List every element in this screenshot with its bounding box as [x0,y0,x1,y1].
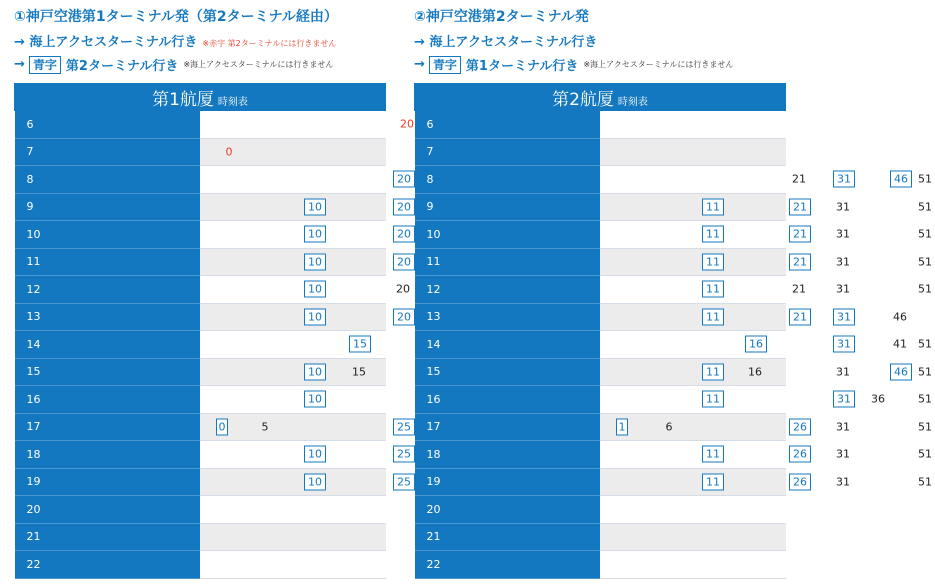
hour-label: 12 [415,276,601,304]
departure-minute: 10 [304,391,326,408]
hour-label: 7 [15,138,201,166]
departure-minutes [200,221,411,249]
timetable-row [15,248,386,276]
departure-minute: 46 [890,363,912,380]
timetable [414,83,932,579]
timetable-row [15,193,386,221]
departure-minutes [600,413,932,441]
departure-minutes [200,551,386,579]
departure-minute: 31 [836,200,850,214]
departure-minute: 10 [304,281,326,298]
hour-label: 17 [415,413,601,441]
timetable-subtitle: 時刻表 [217,96,248,108]
departure-minutes [200,248,411,276]
departure-minutes [600,358,932,386]
hour-label: 9 [15,193,201,221]
departure-minute: 51 [918,447,932,461]
departure-minute: 31 [836,475,850,489]
departure-minute: 10 [304,363,326,380]
departure-minute: 51 [918,365,932,379]
departure-minute: 51 [918,172,932,186]
departure-minutes [200,166,411,194]
departure-minutes [600,303,907,331]
departure-minutes [200,496,386,524]
departure-minute: 31 [836,282,850,296]
hour-label: 6 [415,111,601,139]
timetable-header [15,84,386,111]
departure-minute: 51 [918,255,932,269]
blue-text-tag: 青字 [429,56,461,74]
departure-minute: 10 [304,473,326,490]
timetable-row [15,496,386,524]
timetable-row [415,276,786,304]
departure-minute: 10 [304,198,326,215]
panel-title: ①神戸空港第1ターミナル発（第2ターミナル経由） [14,9,338,25]
departure-minute: 20 [393,171,415,188]
timetable-row [15,331,386,359]
hour-label: 22 [415,551,601,579]
departure-minute: 21 [789,253,811,270]
blue-text-tag: 青字 [29,56,61,74]
departure-minute: 31 [836,365,850,379]
departure-minute: 11 [702,391,724,408]
departure-minute: 51 [918,282,932,296]
hour-label: 12 [15,276,201,304]
departure-minutes [600,468,932,496]
route-sea-access [14,31,336,50]
departure-minute: 51 [918,392,932,406]
departure-minutes [600,221,932,249]
timetable-row [415,468,786,496]
hour-label: 19 [415,468,601,496]
departure-minute: 11 [702,281,724,298]
departure-minute: 31 [833,336,855,353]
departure-minute: 11 [702,308,724,325]
route-terminal2 [14,55,333,74]
hour-label: 14 [415,331,601,359]
hour-label: 13 [415,303,601,331]
departure-minute: 11 [702,473,724,490]
departure-minutes [200,358,386,386]
departure-minutes [600,276,932,304]
timetable-row [15,386,386,414]
hour-label: 16 [415,386,601,414]
timetable-title: 第1航厦 [152,89,214,110]
departure-minute: 25 [393,418,415,435]
departure-minute: 36 [871,392,885,406]
departure-minute: 26 [789,473,811,490]
hour-label: 13 [15,303,201,331]
departure-minute: 41 [893,337,907,351]
departure-minutes [600,523,786,551]
hour-label: 19 [15,468,201,496]
hour-label: 10 [15,221,201,249]
departure-minutes [600,193,932,221]
departure-minutes [600,386,932,414]
arrow-icon: → [14,57,25,72]
departure-minute: 20 [393,308,415,325]
departure-minute: 21 [789,308,811,325]
departure-minute: 25 [393,473,415,490]
departure-minute: 5 [261,420,269,434]
timetable-title: 第2航厦 [552,89,614,110]
departure-minute: 16 [748,365,762,379]
timetable-row [15,221,386,249]
hour-label: 11 [415,248,601,276]
timetable-header [415,84,786,111]
departure-minute: 21 [792,282,806,296]
departure-minutes [200,276,410,304]
route-note: ※海上アクセスターミナルには行きません [183,60,334,69]
departure-minutes [600,166,932,194]
departure-minute: 46 [890,171,912,188]
departure-minute: 21 [789,226,811,243]
departure-minute: 31 [836,420,850,434]
departure-minute: 20 [393,198,415,215]
departure-minutes [200,111,414,139]
timetable-row [15,303,386,331]
hour-label: 22 [15,551,201,579]
hour-label: 14 [15,331,201,359]
hour-label: 15 [15,358,201,386]
timetable-row [415,441,786,469]
departure-minute: 10 [304,253,326,270]
departure-minute: 15 [352,365,366,379]
departure-minutes [200,441,411,469]
timetable-row [415,166,786,194]
route-label: 第1ターミナル行き [465,59,579,74]
timetable-row [15,358,386,386]
timetable-row [15,413,386,441]
departure-minute: 31 [836,255,850,269]
departure-minute: 11 [702,198,724,215]
timetable-row [415,111,786,139]
departure-minute: 15 [349,336,371,353]
departure-minute: 31 [836,227,850,241]
departure-minutes [200,138,386,166]
hour-label: 18 [415,441,601,469]
departure-minute: 25 [393,446,415,463]
departure-minute: 21 [792,172,806,186]
hour-label: 11 [15,248,201,276]
departure-minute: 10 [304,308,326,325]
departure-minutes [200,193,411,221]
departure-minute: 20 [393,226,415,243]
route-label: → 海上アクセスターミナル行き [14,35,198,50]
hour-label: 7 [415,138,601,166]
hour-label: 16 [15,386,201,414]
timetable-row [415,331,786,359]
departure-minute: 11 [702,226,724,243]
timetable-row [15,166,386,194]
hour-label: 8 [15,166,201,194]
departure-minutes [600,496,786,524]
timetable-row [15,551,386,579]
hour-label: 9 [415,193,601,221]
departure-minutes [600,331,932,359]
timetable-row [415,193,786,221]
departure-minute: 51 [918,420,932,434]
departure-minutes [200,413,411,441]
hour-label: 20 [15,496,201,524]
hour-label: 6 [15,111,201,139]
departure-minute: 6 [665,420,673,434]
timetable-row [415,248,786,276]
departure-minute: 26 [789,446,811,463]
timetable-row [415,303,786,331]
departure-minute: 51 [918,200,932,214]
hour-label: 8 [415,166,601,194]
hour-label: 17 [15,413,201,441]
panel-title: ②神戸空港第2ターミナル発 [414,9,589,25]
hour-label: 20 [415,496,601,524]
timetable-row [415,358,786,386]
arrow-icon: → [414,57,425,72]
departure-minute: 51 [918,227,932,241]
departure-minutes [200,523,386,551]
timetable-row [415,386,786,414]
departure-minute: 11 [702,253,724,270]
departure-minute: 16 [745,336,767,353]
departure-minute: 31 [833,391,855,408]
timetable [14,83,414,579]
departure-minute: 10 [304,446,326,463]
route-terminal1 [414,55,733,74]
timetable-row [415,523,786,551]
departure-minute: 20 [393,253,415,270]
hour-label: 21 [415,523,601,551]
hour-label: 15 [415,358,601,386]
departure-minute: 31 [833,308,855,325]
departure-minutes [200,331,386,359]
timetable-row [415,413,786,441]
departure-minute: 11 [702,446,724,463]
departure-minute: 1 [616,418,628,435]
departure-minute: 20 [400,117,414,131]
departure-minute: 21 [789,198,811,215]
departure-minutes [200,468,411,496]
timetable-row [15,276,386,304]
departure-minute: 31 [833,171,855,188]
departure-minute: 0 [216,418,228,435]
departure-minutes [200,386,386,414]
departure-minutes [600,138,786,166]
departure-minutes [600,248,932,276]
departure-minute: 46 [893,310,907,324]
departure-minute: 31 [836,447,850,461]
timetable-row [415,551,786,579]
departure-minutes [200,303,411,331]
timetable-row [415,138,786,166]
timetable-row [15,468,386,496]
departure-minutes [600,111,786,139]
departure-minute: 51 [918,337,932,351]
departure-minutes [600,551,786,579]
timetable-row [15,441,386,469]
departure-minutes [600,441,932,469]
timetable-row [15,111,386,139]
departure-minute: 51 [918,475,932,489]
departure-minute: 26 [789,418,811,435]
hour-label: 18 [15,441,201,469]
departure-minute: 20 [396,282,410,296]
hour-label: 21 [15,523,201,551]
timetable-row [415,221,786,249]
route-note: ※海上アクセスターミナルには行きません [583,60,734,69]
timetable-row [415,496,786,524]
timetable-row [15,523,386,551]
hour-label: 10 [415,221,601,249]
departure-minute: 0 [225,145,233,159]
timetable-row [15,138,386,166]
departure-minute: 11 [702,363,724,380]
timetable-subtitle: 時刻表 [617,96,648,108]
route-label: → 海上アクセスターミナル行き [414,35,598,50]
route-label: 第2ターミナル行き [65,59,179,74]
route-sea-access [414,31,597,50]
route-note: ※赤字 第2ターミナルには行きません [202,39,337,48]
departure-minute: 10 [304,226,326,243]
